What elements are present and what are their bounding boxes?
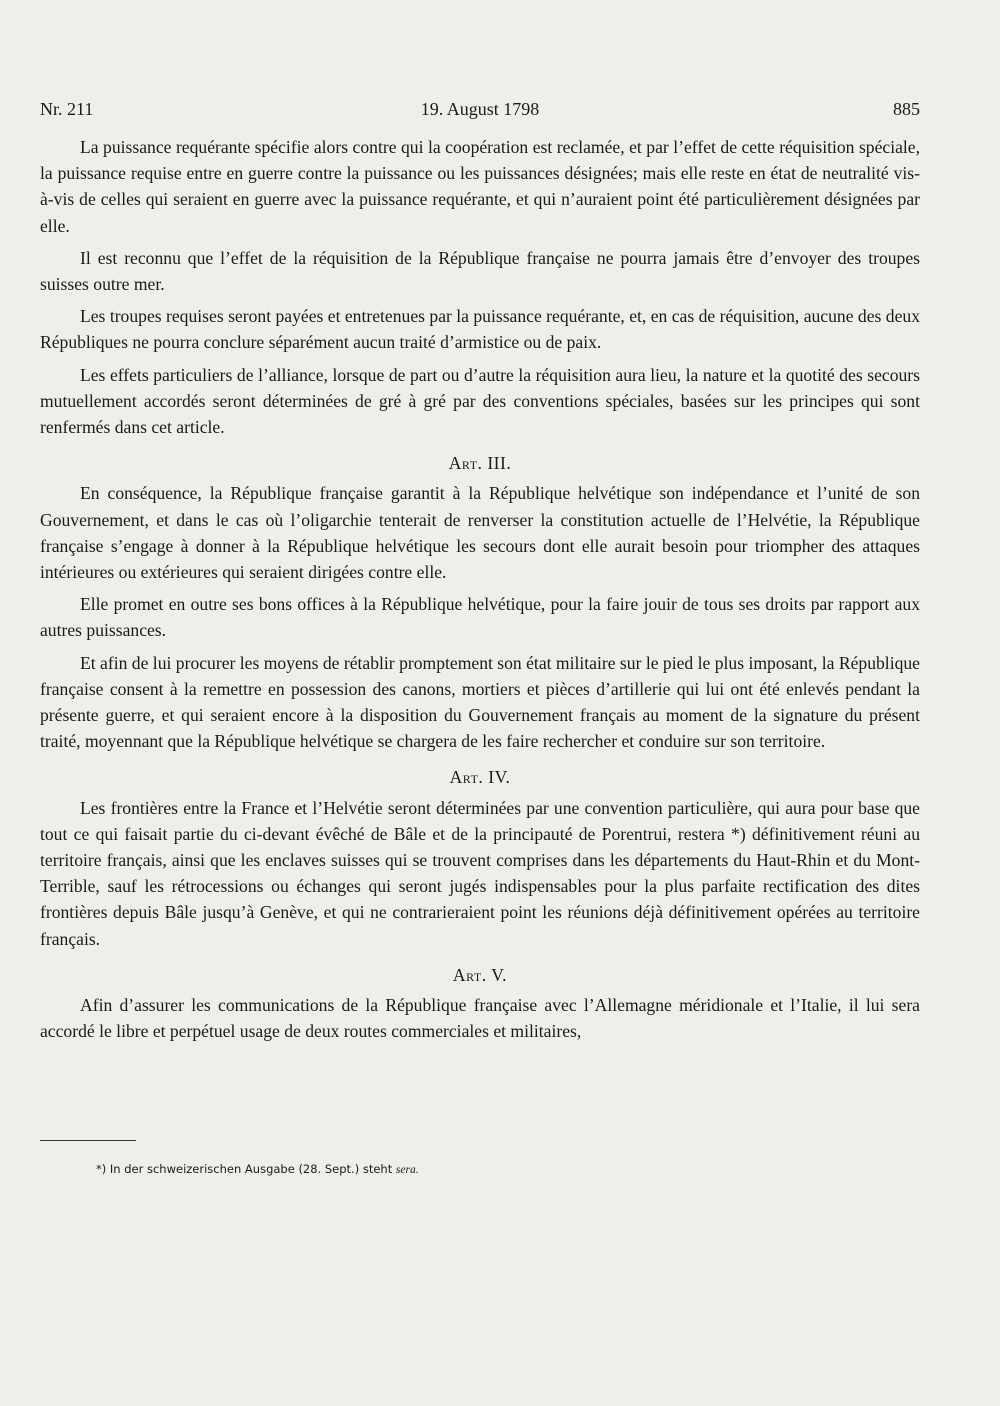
paragraph: La puissance requérante spécifie alors contre qui la coopération est reclamée, et par l’effet de cette réquisition spéciale, la puissance requise entre en guerre contre la puissance ou les puissances désignées; mais elle reste en état de neutralité vis-à-vis de celles qui seraient en guerre avec la puissance requérante, et qui n’auraient point été particulièrement désignées par elle. xyxy=(40,137,920,236)
paragraph: Il est reconnu que l’effet de la réquisition de la République française ne pourra jamais être d’envoyer des troupes suisses outre mer. xyxy=(40,247,920,295)
article-heading-text: Art. IV. xyxy=(449,767,511,788)
paragraph: Les effets particuliers de l’alliance, lorsque de part ou d’autre la réquisition aura lieu, la nature et la quotité des secours mutuellement accordés seront déterminées de gré à gré par des conventions spéciales, basées sur les principes qui sont renfermés dans cet article. xyxy=(40,364,920,438)
document-body xyxy=(40,134,920,1051)
article-heading-text: Art. V. xyxy=(452,964,508,985)
footnote-divider xyxy=(40,1140,136,1141)
paragraph: Et afin de lui procurer les moyens de rétablir promptement son état militaire sur le pied le plus imposant, la République française consent à la remettre en possession des canons, mortiers et pièces d’artillerie qui lui ont été enlevés pendant la présente guerre, et qui seraient encore à la disposition du Gouvernement français au moment de la signature du présent traité, moyennant que la République helvétique se chargera de les faire rechercher et conduire sur son territoire. xyxy=(40,652,920,752)
footnote xyxy=(96,1160,896,1179)
page-number: 885 xyxy=(893,99,920,119)
article-heading xyxy=(40,450,920,476)
paragraph: Les frontières entre la France et l’Helvétie seront déterminées par une convention particulière, qui aura pour base que tout ce qui faisait partie du ci-devant évêché de Bâle et de la principauté de Porentrui, restera *) définitivement réuni au territoire français, ainsi que les enclaves suisses qui se trouvent comprises dans les départements du Haut-Rhin et du Mont-Terrible, sauf les rétrocessions ou échanges qui seront jugés indispensables pour la plus parfaite rectification des dites frontières depuis Bâle jusqu’à Genève, et qui ne contrarieraient point les réunions déjà définitivement opérées au territoire français. xyxy=(40,797,920,949)
article-heading-text: Art. III. xyxy=(448,453,512,474)
page-header xyxy=(40,96,920,122)
footnote-text: *) In der schweizerischen Ausgabe (28. Sept.) steht xyxy=(96,1162,396,1176)
paragraph: Les troupes requises seront payées et entretenues par la puissance requérante, et, en cas de réquisition, aucune des deux Républiques ne pourra conclure séparément aucun traité d’armistice ou de paix. xyxy=(40,306,920,353)
paragraph: Elle promet en outre ses bons offices à la République helvétique, pour la faire jouir de tous ses droits par rapport aux autres puissances. xyxy=(40,594,920,641)
document-number: Nr. 211 xyxy=(40,99,94,119)
article-heading xyxy=(40,764,920,790)
document-date: 19. August 1798 xyxy=(420,99,540,119)
footnote-emphasis: sera. xyxy=(395,1164,419,1176)
article-heading xyxy=(40,962,920,988)
paragraph: Afin d’assurer les communications de la République française avec l’Allemagne méridionale et l’Italie, il lui sera accordé le libre et perpétuel usage de deux routes commerciales et militaires, xyxy=(40,995,920,1042)
paragraph: En conséquence, la République française garantit à la République helvétique son indépendance et l’unité de son Gouvernement, et dans le cas où l’oligarchie tenterait de renverser la constitution actuelle de l’Helvétie, la République française s’engage à donner à la République helvétique les secours dont elle aurait besoin pour triompher des attaques intérieures ou extérieures qui seraient dirigées contre elle. xyxy=(40,483,920,583)
